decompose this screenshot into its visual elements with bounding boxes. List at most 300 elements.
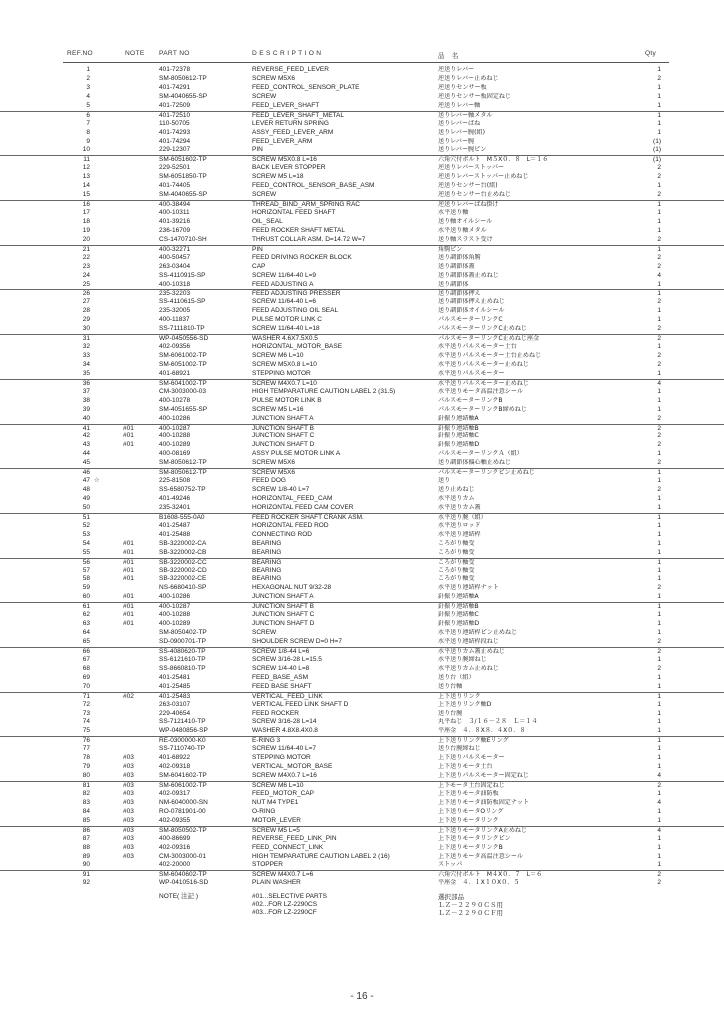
table-row — [0, 754, 724, 763]
ref-no-cell: 83 — [82, 798, 90, 806]
table-row — [0, 692, 724, 701]
qty-cell: 1 — [657, 737, 661, 745]
table-row — [0, 289, 724, 298]
part-no-cell: SS-6121610-TP — [159, 655, 206, 663]
description-cell: SCREW M5X0.8 L=10 — [252, 360, 317, 368]
ref-no-cell: 68 — [82, 664, 90, 672]
part-no-cell: 400-10287 — [159, 603, 191, 611]
part-no-cell: SB-3220002-CC — [159, 558, 207, 566]
name-jp-cell: 水平送りカム — [438, 495, 475, 502]
qty-cell: 1 — [657, 745, 661, 753]
table-row — [0, 656, 724, 665]
note-cell: #01 — [123, 575, 134, 583]
qty-cell: 1 — [657, 566, 661, 574]
part-no-cell: 401-72509 — [159, 101, 191, 109]
description-cell: PULSE MOTOR LINK C — [252, 316, 322, 324]
part-no-cell: 401-25483 — [159, 692, 191, 700]
table-row — [0, 263, 724, 272]
description-cell: JUNCTION SHAFT C — [252, 432, 315, 440]
qty-cell: 1 — [657, 789, 661, 797]
qty-cell: 1 — [657, 575, 661, 583]
name-jp-cell: 水平送り腕締ねじ — [438, 655, 487, 663]
table-row — [0, 629, 724, 638]
part-no-cell: SM-6041602-TP — [159, 772, 207, 780]
table-row — [0, 567, 724, 576]
table-row — [0, 861, 724, 870]
name-jp-cell: 送り台腕 — [438, 709, 463, 717]
name-jp-cell: 上下送りモータリンク — [438, 816, 499, 824]
name-jp-cell: 送り軸オイルシール — [438, 217, 493, 225]
name-jp-cell: 水平送りモータ高温注意シール — [438, 387, 523, 395]
qty-cell: 1 — [657, 521, 661, 529]
ref-no-cell: 56 — [82, 558, 90, 566]
part-no-cell: SB-3220002-CE — [159, 575, 207, 583]
qty-cell: 1 — [657, 477, 661, 485]
name-jp-cell: 逆送りレバーストッパー止めねじ — [438, 173, 529, 181]
part-no-cell: 400-10286 — [159, 414, 191, 422]
qty-cell: 2 — [657, 782, 661, 789]
qty-cell: 2 — [657, 486, 661, 494]
name-jp-cell: 水平送りカム止めねじ — [438, 664, 499, 672]
table-row — [0, 522, 724, 531]
ref-no-cell: 84 — [82, 807, 90, 815]
table-row — [0, 584, 724, 593]
description-cell: SCREW M5 L=18 — [252, 173, 304, 181]
table-row — [0, 173, 724, 182]
qty-cell: 1 — [657, 182, 661, 190]
name-jp-cell: 送り台軸 — [438, 682, 463, 690]
name-jp-cell: 送りレバー腕ピン — [438, 146, 487, 154]
description-cell: HORIZONTAL FEED CAM COVER — [252, 503, 354, 511]
ref-no-cell: 47 — [82, 477, 90, 485]
ref-no-cell: 87 — [82, 834, 90, 842]
ref-no-cell: 30 — [82, 325, 90, 333]
qty-cell: 1 — [657, 503, 661, 511]
qty-cell: 1 — [657, 201, 661, 209]
note-cell: #01 — [123, 441, 134, 449]
qty-cell: 4 — [657, 772, 661, 780]
name-jp-cell: 送り軸スラスト受け — [438, 235, 493, 243]
note-text: #01...SELECTIVE PARTS — [252, 893, 327, 900]
qty-cell: 1 — [657, 709, 661, 717]
table-row — [0, 790, 724, 799]
description-cell: HEXAGONAL NUT 9/32-28 — [252, 584, 332, 592]
part-no-cell: SM-8050402-TP — [159, 629, 207, 637]
qty-cell: 1 — [657, 834, 661, 842]
name-jp-cell: パルスモーターリンクＡ（組） — [438, 450, 523, 458]
part-no-cell: 401-74405 — [159, 182, 191, 190]
ref-no-cell: 80 — [82, 772, 90, 780]
table-row — [0, 281, 724, 290]
description-cell: SCREW M4X0.7 L=10 — [252, 379, 317, 387]
table-row — [0, 432, 724, 441]
note-cell: #01 — [123, 603, 134, 611]
qty-cell: 4 — [657, 271, 661, 279]
part-no-cell: 400-10289 — [159, 620, 191, 628]
table-row — [0, 182, 724, 191]
ref-no-cell: 60 — [82, 593, 90, 601]
part-no-cell: SS-6580752-TP — [159, 486, 206, 494]
table-row — [0, 701, 724, 710]
ref-no-cell: 2 — [86, 74, 90, 82]
ref-no-cell: 18 — [82, 217, 90, 225]
qty-cell: 2 — [657, 325, 661, 333]
qty-cell: 1 — [657, 700, 661, 708]
part-no-cell: SB-3220002-CB — [159, 548, 207, 556]
description-cell: WASHER 4.8X8.4X0.8 — [252, 727, 318, 735]
qty-cell: 2 — [657, 335, 661, 343]
part-no-cell: 402-09316 — [159, 843, 191, 851]
part-no-cell: SB-3220002-CA — [159, 539, 207, 547]
note-cell: #03 — [123, 816, 134, 824]
description-cell: SHOULDER SCREW D=0 H=7 — [252, 638, 342, 645]
name-jp-cell: ころがり軸受 — [438, 575, 475, 583]
name-jp-cell: 水平送りロッド — [438, 521, 481, 529]
qty-cell: 1 — [657, 280, 661, 288]
ref-no-cell: 8 — [86, 128, 90, 136]
part-no-cell: 400-10287 — [159, 424, 191, 432]
part-no-cell: 401-74294 — [159, 137, 191, 145]
description-cell: FEED ADJUSTING OIL SEAL — [252, 307, 339, 315]
table-row — [0, 808, 724, 817]
name-jp-cell: 針振り連結軸B — [438, 424, 479, 432]
header-note: NOTE — [125, 50, 145, 57]
description-cell: THREAD_BIND_ARM_SPRING RAC — [252, 201, 360, 209]
qty-cell: (1) — [653, 137, 661, 145]
qty-cell: 2 — [657, 647, 661, 655]
table-row — [0, 718, 724, 727]
table-row — [0, 817, 724, 826]
table-row — [0, 879, 724, 888]
qty-cell: 1 — [657, 307, 661, 315]
name-jp-cell: パルスモーターリンクC止めねじ — [438, 325, 528, 333]
description-cell: SCREW M5 L=16 — [252, 405, 304, 413]
part-no-cell: 235-32401 — [159, 503, 191, 511]
name-jp-cell: 水平送りパルスモーター土台止めねじ — [438, 352, 542, 359]
qty-cell: 2 — [657, 664, 661, 672]
qty-cell: 1 — [657, 655, 661, 663]
ref-no-cell: 79 — [82, 763, 90, 771]
name-jp-cell: 針振り連結軸A — [438, 414, 479, 422]
qty-cell: 2 — [657, 459, 661, 467]
ref-no-cell: 10 — [82, 146, 90, 154]
header-rule — [63, 62, 669, 63]
description-cell: SCREW — [252, 191, 277, 199]
part-no-cell: 400-86699 — [159, 834, 191, 842]
part-no-cell: SM-6051602-TP — [159, 156, 207, 164]
ref-no-cell: 17 — [82, 209, 90, 216]
table-row — [0, 272, 724, 281]
name-jp-cell: 水平送りパルスモーター止めねじ — [438, 379, 529, 387]
ref-no-cell: 53 — [82, 530, 90, 538]
qty-cell: 1 — [657, 83, 661, 91]
name-jp-cell: 上下送りモータリンクピン — [438, 834, 511, 842]
qty-cell: 1 — [657, 620, 661, 628]
table-row — [0, 406, 724, 415]
name-jp-cell: 逆送りレバー止めねじ — [438, 74, 499, 82]
note-cell: #03 — [123, 852, 134, 860]
ref-no-cell: 3 — [86, 83, 90, 91]
ref-no-cell: 67 — [82, 655, 90, 663]
qty-cell: 1 — [657, 217, 661, 225]
description-cell: MOTOR_LEVER — [252, 816, 302, 824]
part-no-cell: 400-10286 — [159, 593, 191, 601]
name-jp-cell: 針振り連結軸B — [438, 603, 479, 611]
name-jp-cell: 平座金 ４．１X１０X０．５ — [438, 879, 520, 887]
table-row — [0, 674, 724, 683]
name-jp-cell: 六角穴付ボルト M５X０．８ L＝１６ — [438, 156, 549, 164]
ref-no-cell: 72 — [82, 700, 90, 708]
table-row — [0, 620, 724, 629]
qty-cell: 1 — [657, 245, 661, 253]
description-cell: VERTICAL_FEED_LINK — [252, 692, 323, 700]
qty-cell: 1 — [657, 558, 661, 566]
part-no-cell: 400-10289 — [159, 441, 191, 449]
ref-no-cell: 63 — [82, 620, 90, 628]
name-jp-cell: 水平送りパルスモーター止めねじ — [438, 360, 529, 368]
qty-cell: 1 — [657, 469, 661, 477]
description-cell: FEED ADJUSTING PRESSER — [252, 290, 341, 298]
ref-no-cell: 42 — [82, 432, 90, 440]
table-row — [0, 459, 724, 468]
qty-cell: 2 — [657, 424, 661, 432]
part-no-cell: 400-08169 — [159, 450, 191, 458]
description-cell: FEED_LEVER_SHAFT — [252, 101, 320, 109]
part-no-cell: SM-8050612-TP — [159, 74, 207, 82]
qty-cell: 2 — [657, 235, 661, 243]
ref-no-cell: 7 — [86, 119, 90, 127]
name-jp-cell: パルスモーターリンクC — [438, 316, 503, 324]
description-cell: JUNCTION SHAFT C — [252, 611, 315, 619]
ref-no-cell: 89 — [82, 852, 90, 860]
name-jp-cell: パルスモーターリンクB締めねじ — [438, 405, 527, 413]
header-description: D E S C R I P T I O N — [252, 50, 322, 57]
description-cell: FEED ADJUSTING A — [252, 280, 314, 288]
note-text-jp: 選択部品 — [438, 893, 464, 901]
description-cell: JUNCTION SHAFT B — [252, 424, 314, 432]
ref-no-cell: 59 — [82, 584, 90, 592]
note-row — [0, 901, 724, 909]
table-row — [0, 468, 724, 477]
table-row — [0, 486, 724, 495]
name-jp-cell: 水平送り軸メタル — [438, 226, 487, 234]
description-cell: JUNCTION SHAFT A — [252, 414, 314, 422]
name-jp-cell: 上下送りリンク軸Eリング — [438, 737, 509, 745]
qty-cell: 1 — [657, 852, 661, 860]
part-no-cell: SD-0900701-TP — [159, 638, 206, 645]
table-row — [0, 155, 724, 164]
ref-no-cell: 81 — [82, 782, 90, 789]
qty-cell: 2 — [657, 253, 661, 261]
qty-cell: 1 — [657, 290, 661, 298]
description-cell: BACK LEVER STOPPER — [252, 164, 326, 172]
name-jp-cell: 逆送りセンサー板 — [438, 83, 487, 91]
table-row — [0, 84, 724, 93]
ref-no-cell: 25 — [82, 280, 90, 288]
table-row — [0, 638, 724, 647]
parts-table — [0, 66, 724, 888]
description-cell: SCREW M5X6 — [252, 469, 295, 477]
description-cell: JUNCTION SHAFT D — [252, 620, 315, 628]
ref-no-cell: 66 — [82, 647, 90, 655]
qty-cell: 2 — [657, 262, 661, 270]
qty-cell: 4 — [657, 379, 661, 387]
qty-cell: 1 — [657, 92, 661, 100]
table-row — [0, 120, 724, 129]
name-jp-cell: 送りレバーばね — [438, 119, 481, 127]
ref-no-cell: 55 — [82, 548, 90, 556]
ref-no-cell: 13 — [82, 173, 90, 181]
name-jp-cell: パルスモーターリンクB — [438, 396, 503, 404]
part-no-cell: 401-72378 — [159, 66, 191, 73]
note-cell: #03 — [123, 826, 134, 834]
part-no-cell: 401-39216 — [159, 217, 191, 225]
qty-cell: 2 — [657, 191, 661, 199]
ref-no-cell: 70 — [82, 682, 90, 690]
part-no-cell: WP-0450556-SD — [159, 335, 209, 343]
part-no-cell: SS-7110740-TP — [159, 745, 206, 753]
qty-cell: 1 — [657, 101, 661, 109]
name-jp-cell: 上下送りモータリンクB — [438, 843, 503, 851]
name-jp-cell: 送り調節体蓋 — [438, 262, 475, 270]
part-no-cell: 400-38494 — [159, 201, 191, 209]
note-cell: #01 — [123, 566, 134, 574]
description-cell: STOPPER — [252, 861, 283, 869]
part-no-cell: SS-4110915-SP — [159, 271, 206, 279]
part-no-cell: 400-10288 — [159, 432, 191, 440]
qty-cell: 4 — [657, 798, 661, 806]
ref-no-cell: 23 — [82, 262, 90, 270]
name-jp-cell: 送りレバー腕 — [438, 137, 475, 145]
part-no-cell: 229-40654 — [159, 709, 191, 717]
part-no-cell: 401-74293 — [159, 128, 191, 136]
table-row — [0, 227, 724, 236]
name-jp-cell: 針振り連結軸C — [438, 432, 479, 440]
description-cell: FEED ROCKER — [252, 709, 299, 717]
name-jp-cell: ころがり軸受 — [438, 539, 475, 547]
name-jp-cell: 逆送りセンサー板固定ねじ — [438, 92, 512, 100]
name-jp-cell: 水平送りパルスモーター土台 — [438, 343, 517, 351]
part-no-cell: SS-7111810-TP — [159, 325, 205, 333]
part-no-cell: NM-6040000-SN — [159, 798, 208, 806]
qty-cell: 1 — [657, 405, 661, 413]
ref-no-cell: 52 — [82, 521, 90, 529]
qty-cell: 2 — [657, 360, 661, 368]
table-row — [0, 424, 724, 433]
part-no-cell: SM-4051655-SP — [159, 405, 208, 413]
table-row — [0, 799, 724, 808]
qty-cell: 2 — [657, 164, 661, 172]
name-jp-cell: 水平送りカム蓋 — [438, 503, 481, 511]
part-no-cell: SM-4040655-SP — [159, 191, 208, 199]
description-cell: SCREW 11/64-40 L=18 — [252, 325, 320, 333]
description-cell: SCREW M4X0.7 L=16 — [252, 772, 317, 780]
notes-section — [0, 893, 724, 918]
description-cell: SCREW 11/64-40 L=7 — [252, 745, 317, 753]
name-jp-cell: 逆送りレバーばね掛け — [438, 201, 499, 209]
name-jp-cell: 送り調節体角駒 — [438, 253, 481, 261]
description-cell: REVERSE_FEED_LEVER — [252, 66, 329, 73]
table-row — [0, 853, 724, 862]
ref-no-cell: 41 — [82, 424, 90, 432]
qty-cell: 1 — [657, 593, 661, 601]
part-no-cell: 263-03107 — [159, 700, 191, 708]
part-no-cell: 401-72510 — [159, 111, 191, 119]
qty-cell: 2 — [657, 879, 661, 887]
qty-cell: 1 — [657, 513, 661, 521]
note-cell: #01 — [123, 620, 134, 628]
part-no-cell: SM-6051002-TP — [159, 360, 207, 368]
name-jp-cell: 丸平ねじ ３/１６－２８ Ｌ＝１４ — [438, 718, 538, 726]
name-jp-cell: 上下モータ土台固定ねじ — [438, 782, 505, 789]
ref-no-cell: 24 — [82, 271, 90, 279]
part-no-cell: 402-09317 — [159, 789, 191, 797]
note-cell: #03 — [123, 772, 134, 780]
table-row — [0, 504, 724, 513]
qty-cell: 1 — [657, 754, 661, 762]
note-text: #03...FOR LZ-2290CF — [252, 909, 317, 917]
qty-cell: 1 — [657, 629, 661, 637]
description-cell: SCREW M5X6 — [252, 459, 295, 467]
qty-cell: 2 — [657, 871, 661, 879]
table-row — [0, 236, 724, 245]
name-jp-cell: 送り調節体蓋止めねじ — [438, 271, 499, 279]
table-row — [0, 602, 724, 611]
table-row — [0, 870, 724, 879]
ref-no-cell: 21 — [82, 245, 90, 253]
description-cell: JUNCTION SHAFT D — [252, 441, 315, 449]
note-cell: #01 — [123, 548, 134, 556]
name-jp-cell: 逆送りセンサー台止めねじ — [438, 191, 512, 199]
table-row — [0, 397, 724, 406]
part-no-cell: 263-03404 — [159, 262, 191, 270]
name-jp-cell: 上下送りモータ土台 — [438, 763, 493, 771]
ref-no-cell: 50 — [82, 503, 90, 511]
part-no-cell: SM-8050612-TP — [159, 459, 207, 467]
part-no-cell: 235-32005 — [159, 307, 191, 315]
ref-no-cell: 14 — [82, 182, 90, 190]
description-cell: SCREW 3/16-28 L=15.5 — [252, 655, 322, 663]
description-cell: SCREW 1/4-40 L=8 — [252, 664, 310, 672]
part-no-cell: SS-4110615-SP — [159, 298, 206, 306]
table-row — [0, 75, 724, 84]
table-row — [0, 102, 724, 111]
table-row — [0, 254, 724, 263]
part-no-cell: 401-49246 — [159, 495, 191, 502]
description-cell: ASSY PULSE MOTOR LINK A — [252, 450, 341, 458]
note-cell: #03 — [123, 782, 134, 789]
qty-cell: 1 — [657, 611, 661, 619]
description-cell: HORIZONTAL FEED ROD — [252, 521, 329, 529]
qty-cell: 1 — [657, 226, 661, 234]
description-cell: SCREW 1/8-40 L=7 — [252, 486, 310, 494]
table-row — [0, 191, 724, 200]
part-no-cell: 401-25487 — [159, 521, 191, 529]
qty-cell: (1) — [653, 156, 661, 164]
ref-no-cell: 35 — [82, 369, 90, 377]
ref-no-cell: 16 — [82, 201, 90, 209]
part-no-cell: SM-6061002-TP — [159, 352, 207, 359]
description-cell: FEED_CONNECT_LINK — [252, 843, 324, 851]
header-qty: Qty — [645, 50, 657, 57]
name-jp-cell: 送り台（組） — [438, 673, 475, 681]
table-row — [0, 558, 724, 567]
note-text: #02...FOR LZ-2290CS — [252, 901, 318, 909]
ref-no-cell: 74 — [82, 718, 90, 726]
part-no-cell: CM-3003000-01 — [159, 852, 206, 860]
part-no-cell: 400-32271 — [159, 245, 191, 253]
note-cell: #03 — [123, 834, 134, 842]
